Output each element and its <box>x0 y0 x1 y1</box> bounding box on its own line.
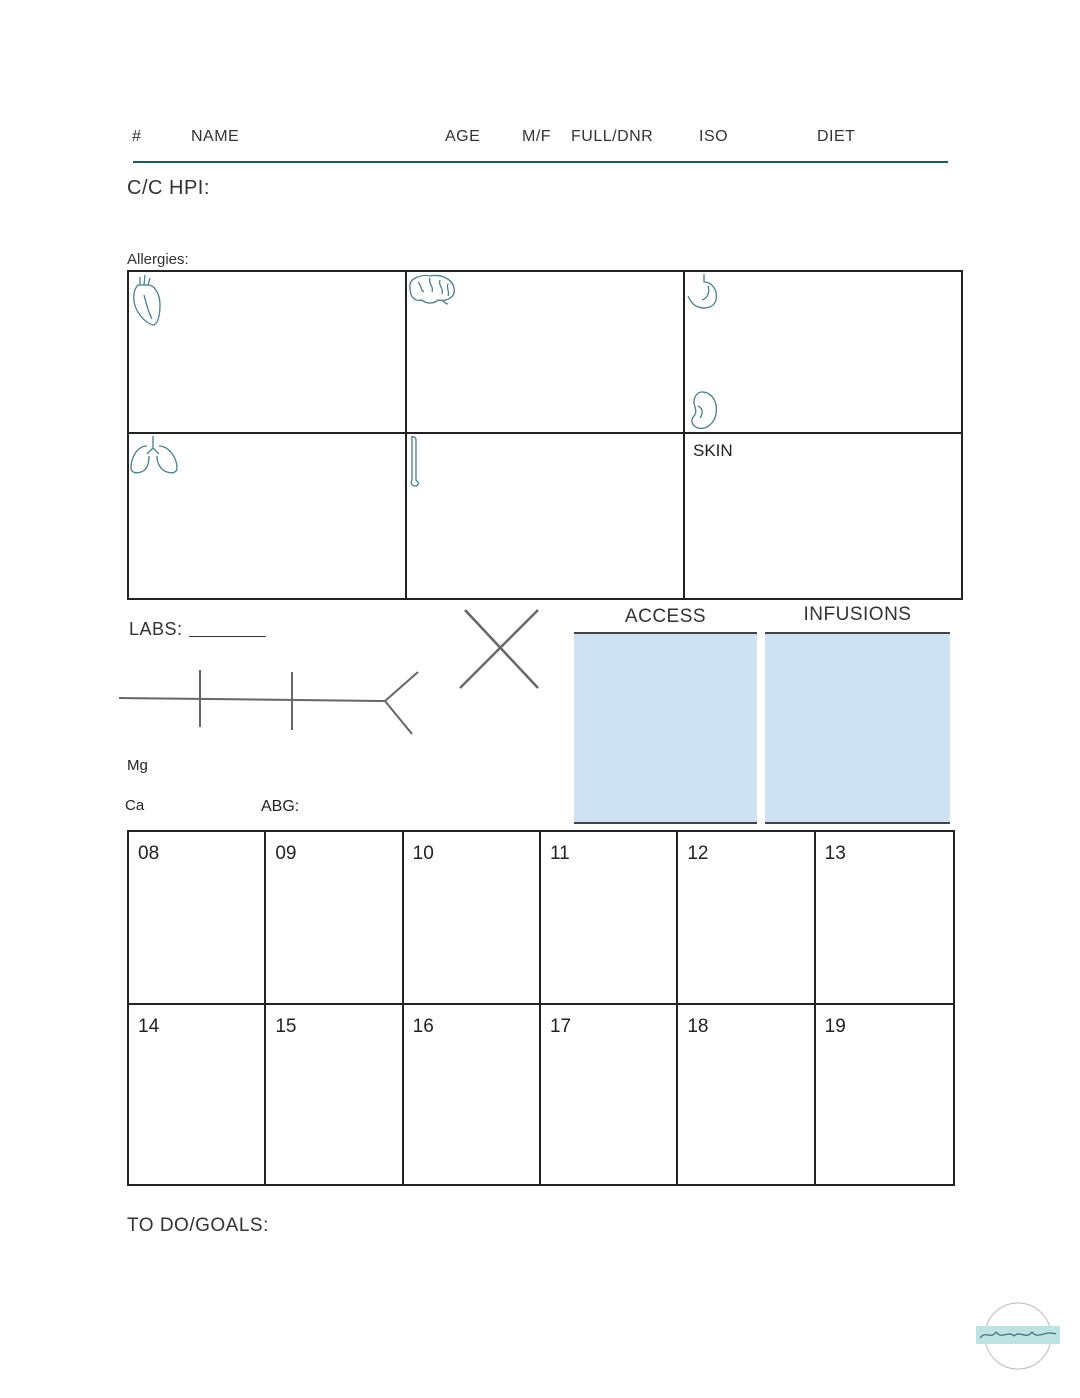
hour-cell[interactable]: 18 <box>678 1005 815 1184</box>
cc-hpi-label: C/C HPI: <box>127 177 210 199</box>
header-col-name: NAME <box>191 128 240 145</box>
lytes-cross <box>460 610 538 688</box>
heart-icon <box>134 275 160 325</box>
kidney-icon <box>692 392 716 428</box>
ca-label: Ca <box>125 797 145 814</box>
hour-cell[interactable]: 08 <box>129 832 266 1005</box>
allergies-label: Allergies: <box>127 251 189 268</box>
bone-icon <box>411 437 418 486</box>
header-col-age: AGE <box>445 128 481 145</box>
hour-cell[interactable]: 15 <box>266 1005 403 1184</box>
access-box[interactable] <box>574 632 757 824</box>
hour-cell[interactable]: 14 <box>129 1005 266 1184</box>
hour-cell[interactable]: 12 <box>678 832 815 1005</box>
skin-label: SKIN <box>693 441 733 460</box>
abg-label: ABG: <box>261 798 300 815</box>
hour-cell[interactable]: 10 <box>404 832 541 1005</box>
header-col-diet: DIET <box>817 128 856 145</box>
hourly-grid <box>127 830 955 1186</box>
header-col-number: # <box>132 128 142 145</box>
fishbone-skeleton <box>119 670 418 734</box>
todo-goals-label: TO DO/GOALS: <box>127 1215 269 1236</box>
systems-grid <box>127 270 963 600</box>
hour-cell[interactable]: 19 <box>824 1016 846 1037</box>
hour-cell[interactable]: 17 <box>541 1005 678 1184</box>
labs-label: LABS: <box>129 619 183 639</box>
header-rule <box>133 161 948 163</box>
brain-icon <box>410 276 455 305</box>
infusions-title: INFUSIONS <box>803 604 912 625</box>
labs-fishbone-diagram <box>115 600 545 740</box>
hour-cell[interactable]: 16 <box>404 1005 541 1184</box>
header-col-sex: M/F <box>522 128 552 145</box>
hour-cell[interactable]: 09 <box>266 832 403 1005</box>
header-col-isolation: ISO <box>699 128 729 145</box>
stomach-icon <box>688 274 716 308</box>
infusions-box[interactable] <box>765 632 950 824</box>
header-col-code-status: FULL/DNR <box>571 128 654 145</box>
lungs-icon <box>131 436 177 473</box>
hour-cell[interactable]: 11 <box>541 832 678 1005</box>
access-title: ACCESS <box>624 606 707 627</box>
mg-label: Mg <box>127 757 148 774</box>
brand-logo <box>970 1300 1066 1372</box>
hour-cell[interactable]: 13 <box>816 832 953 1005</box>
